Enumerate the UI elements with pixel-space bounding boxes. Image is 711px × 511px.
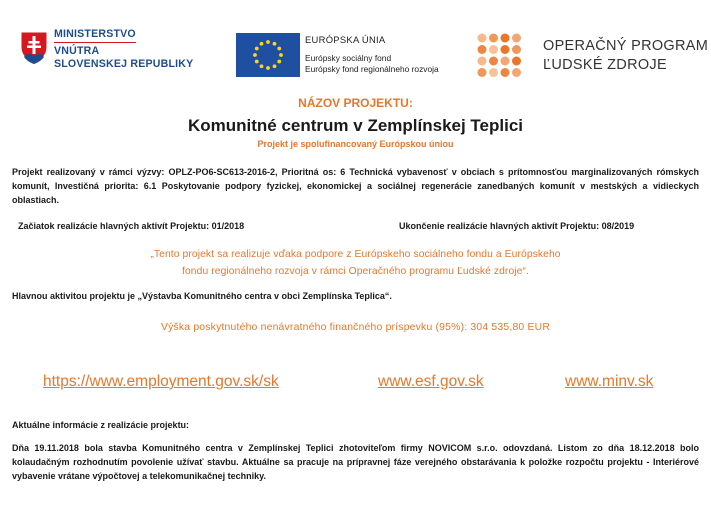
eu-star-icon bbox=[273, 42, 277, 46]
eu-star-icon bbox=[266, 66, 270, 70]
ministry-name bbox=[54, 28, 193, 71]
oplz-dot-icon bbox=[501, 68, 510, 77]
news-title: Aktuálne informácie z realizácie projektu: bbox=[12, 420, 190, 430]
ministry-line-1: MINISTERSTVO bbox=[54, 28, 136, 43]
eu-star-icon bbox=[255, 60, 259, 64]
links-row bbox=[0, 373, 711, 395]
eu-line-3: Európsky fond regionálneho rozvoja bbox=[305, 64, 439, 74]
cofinanced-note: Projekt je spolufinancovaný Európskou úniou bbox=[257, 139, 454, 149]
oplz-dot-icon bbox=[512, 45, 521, 54]
oplz-dot-icon bbox=[512, 57, 521, 66]
oplz-dot-icon bbox=[478, 34, 487, 43]
dot-grid-logo-icon bbox=[477, 33, 522, 78]
end-date: Ukončenie realizácie hlavných aktivít Projektu: 08/2019 bbox=[399, 221, 635, 231]
eu-line-1: EURÓPSKA ÚNIA bbox=[305, 34, 386, 45]
news-body: Dňa 19.11.2018 bola stavba Komunitného centra v Zemplínskej Teplici zhotoviteľom firmy NOVICOM s.r.o. odovzdaná. Listom zo dňa 18.12.2018 bolo kolaudačným rozhodnutím povolenie užívať stavbu. Aktuálne sa pracuje na prípravnej fáze verejného obstarávania k položke rozpočtu projektu - Interiérové vybavenie vrátane výpočtovej a telekomunikačnej techniky. bbox=[12, 443, 699, 481]
eu-star-icon bbox=[277, 60, 281, 64]
eu-star-icon bbox=[279, 53, 283, 57]
quote-line-2: fondu regionálneho rozvoja v rámci Operačného programu Ľudské zdroje“. bbox=[182, 266, 529, 277]
eu-line-2: Európsky sociálny fond bbox=[305, 53, 392, 63]
eu-logo-text bbox=[305, 34, 439, 75]
eu-star-icon bbox=[260, 42, 264, 46]
eu-star-icon bbox=[273, 64, 277, 68]
project-title: Komunitné centrum v Zemplínskej Teplici bbox=[187, 116, 524, 135]
oplz-dot-icon bbox=[489, 68, 498, 77]
contribution-amount: Výška poskytnutého nenávratného finančného príspevku (95%): 304 535,80 EUR bbox=[160, 322, 551, 333]
employment-link[interactable]: https://www.employment.gov.sk/sk bbox=[43, 373, 279, 390]
header bbox=[0, 0, 711, 90]
oplz-line-1: OPERAČNÝ PROGRAM bbox=[543, 38, 709, 54]
oplz-dot-icon bbox=[478, 68, 487, 77]
oplz-dot-icon bbox=[512, 34, 521, 43]
esf-link[interactable]: www.esf.gov.sk bbox=[378, 373, 484, 390]
oplz-dot-icon bbox=[478, 45, 487, 54]
funding-quote bbox=[0, 246, 711, 280]
eu-star-icon bbox=[255, 47, 259, 51]
eu-star-icon bbox=[260, 64, 264, 68]
oplz-dot-icon bbox=[501, 34, 510, 43]
minv-link[interactable]: www.minv.sk bbox=[565, 373, 654, 390]
oplz-dot-icon bbox=[478, 57, 487, 66]
ministry-line-2: VNÚTRA bbox=[54, 45, 100, 57]
ministry-line-3: SLOVENSKEJ REPUBLIKY bbox=[54, 58, 194, 70]
oplz-logo-text bbox=[543, 37, 708, 75]
start-date: Začiatok realizácie hlavných aktivít Projektu: 01/2018 bbox=[18, 221, 245, 231]
oplz-dot-icon bbox=[489, 57, 498, 66]
eu-star-icon bbox=[253, 53, 257, 57]
oplz-dot-icon bbox=[512, 68, 521, 77]
oplz-dot-icon bbox=[501, 45, 510, 54]
slovak-coat-of-arms-icon bbox=[20, 31, 48, 65]
oplz-dot-icon bbox=[501, 57, 510, 66]
oplz-dot-icon bbox=[489, 34, 498, 43]
project-description: Projekt realizovaný v rámci výzvy: OPLZ-PO6-SC613-2016-2, Prioritná os: 6 Technická vybavenosť v obciach s prítomnosťou marginalizovaných rómskych komunít, Investičná priorita: 6.1 Poskytovanie podpory fyzickej, ekonomickej a sociálnej regenerácie zanedbaných komunít v mestských a vidieckych oblastiach. bbox=[12, 167, 699, 205]
eu-star-icon bbox=[266, 40, 270, 44]
eu-flag-icon bbox=[236, 33, 300, 77]
oplz-line-2: ĽUDSKÉ ZDROJE bbox=[543, 57, 667, 73]
quote-line-1: „Tento projekt sa realizuje vďaka podpore z Európskeho sociálneho fondu a Európskeho bbox=[150, 249, 561, 260]
main-activity: Hlavnou aktivitou projektu je „Výstavba Komunitného centra v obci Zemplínska Teplica“. bbox=[12, 291, 392, 301]
eu-star-icon bbox=[277, 47, 281, 51]
oplz-dot-icon bbox=[489, 45, 498, 54]
project-info bbox=[0, 90, 711, 511]
project-label: NÁZOV PROJEKTU: bbox=[298, 96, 413, 110]
